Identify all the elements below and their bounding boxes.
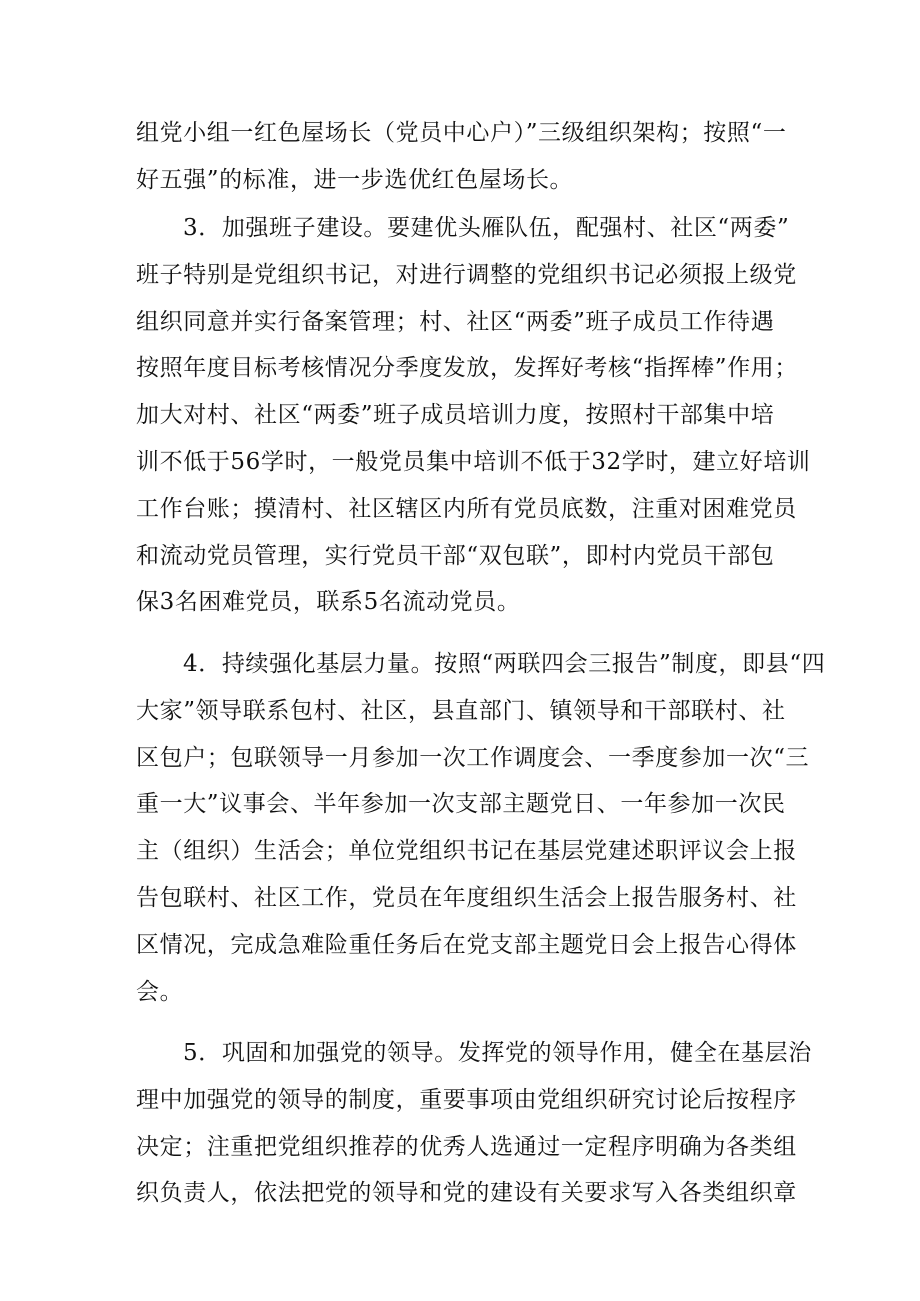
text-line: 决定；注重把党组织推荐的优秀人选通过一定程序明确为各类组 xyxy=(136,1133,797,1160)
text-line: 4．持续强化基层力量。按照“两联四会三报告”制度，即县“四 xyxy=(183,651,826,677)
text-line: 大家”领导联系包村、社区，县直部门、镇领导和干部联村、社 xyxy=(136,697,786,724)
text-line: 训不低于56学时，一般党员集中培训不低于32学时，建立好培训 xyxy=(136,448,811,475)
text-line: 组党小组一红色屋场长（党员中心户）”三级组织架构；按照“一 xyxy=(136,120,787,146)
text-line: 班子特别是党组织书记，对进行调整的党组织书记必须报上级党 xyxy=(136,261,797,288)
text-line: 会。 xyxy=(136,978,184,1005)
text-line: 织负责人，依法把党的领导和党的建设有关要求写入各类组织章 xyxy=(136,1180,797,1207)
text-line: 主（组织）生活会；单位党组织书记在基层党建述职评议会上报 xyxy=(136,838,797,865)
text-line: 工作台账；摸清村、社区辖区内所有党员底数，注重对困难党员 xyxy=(136,495,797,522)
text-line: 5．巩固和加强党的领导。发挥党的领导作用，健全在基层治 xyxy=(183,1040,812,1066)
text-line: 区情况，完成急难险重任务后在党支部主题党日会上报告心得体 xyxy=(136,931,797,958)
text-line: 组织同意并实行备案管理；村、社区“两委”班子成员工作待遇 xyxy=(136,308,775,335)
text-line: 3．加强班子建设。要建优头雁队伍，配强村、社区“两委” xyxy=(183,215,790,241)
paragraph-5 xyxy=(136,1030,812,1217)
text-line: 保3名困难党员，联系5名流动党员。 xyxy=(136,589,521,616)
text-line: 告包联村、社区工作，党员在年度组织生活会上报告服务村、社 xyxy=(136,884,797,911)
text-line: 好五强”的标准，进一步选优红色屋场长。 xyxy=(136,166,574,193)
paragraph-continuation xyxy=(136,110,786,204)
text-line: 和流动党员管理，实行党员干部“双包联”，即村内党员干部包 xyxy=(136,542,775,569)
text-line: 区包户；包联领导一月参加一次工作调度会、一季度参加一次“三 xyxy=(136,744,810,771)
paragraph-3 xyxy=(136,205,811,626)
text-line: 重一大”议事会、半年参加一次支部主题党日、一年参加一次民 xyxy=(136,791,786,818)
text-line: 加大对村、社区“两委”班子成员培训力度，按照村干部集中培 xyxy=(136,402,775,429)
text-line: 按照年度目标考核情况分季度发放，发挥好考核“指挥棒”作用； xyxy=(136,355,798,382)
text-line: 理中加强党的领导的制度，重要事项由党组织研究讨论后按程序 xyxy=(136,1086,797,1113)
paragraph-4 xyxy=(136,641,826,1015)
